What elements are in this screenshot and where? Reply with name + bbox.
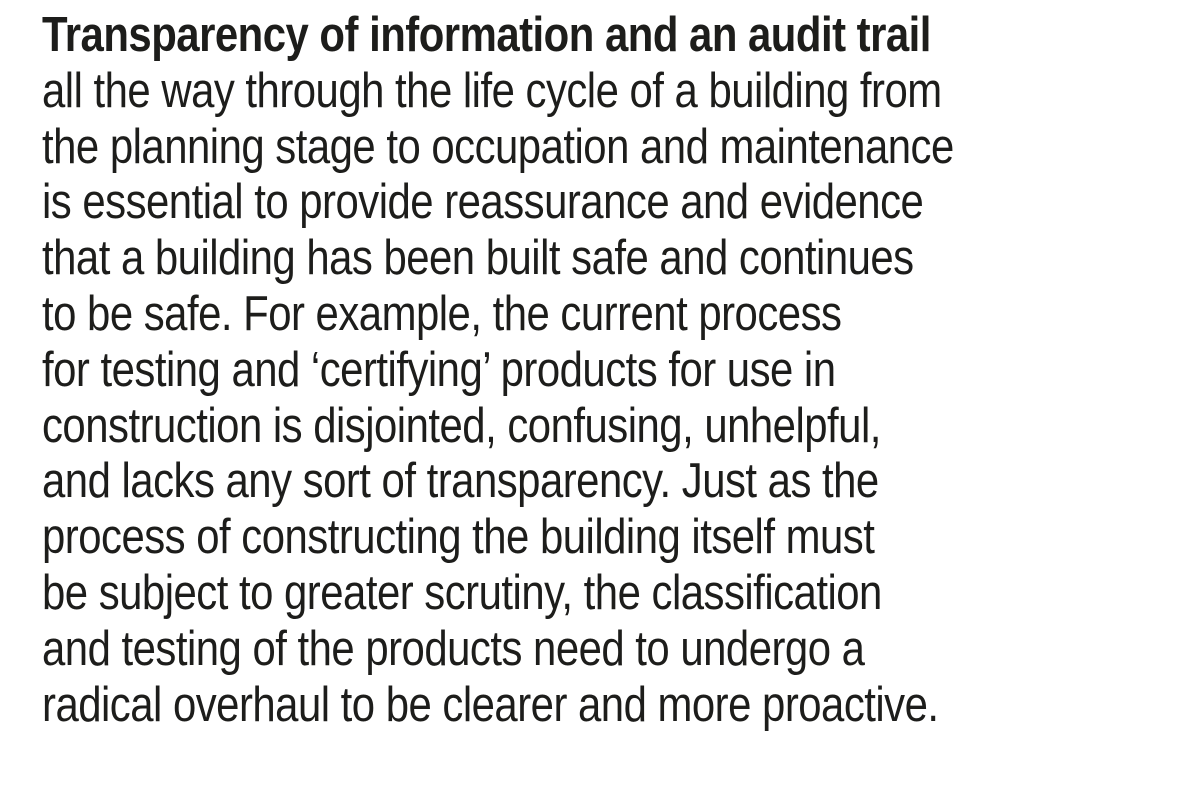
paragraph-line: and testing of the products need to undergo a xyxy=(42,621,865,676)
paragraph-line: process of constructing the building itself must xyxy=(42,510,875,565)
paragraph-line: to be safe. For example, the current process xyxy=(42,286,842,341)
body-paragraph xyxy=(42,8,1179,733)
paragraph-line: all the way through the life cycle of a building from xyxy=(42,63,942,118)
paragraph-line: for testing and ‘certifying’ products for use in xyxy=(42,342,836,397)
paragraph-line: construction is disjointed, confusing, unhelpful, xyxy=(42,398,881,453)
paragraph-bold-lead: Transparency of information and an audit trail xyxy=(42,8,931,62)
paragraph-line: radical overhaul to be clearer and more proactive. xyxy=(42,677,939,732)
paragraph-line: that a building has been built safe and continues xyxy=(42,231,914,286)
paragraph-line: be subject to greater scrutiny, the classification xyxy=(42,565,882,620)
paragraph-line: and lacks any sort of transparency. Just as the xyxy=(42,454,879,509)
paragraph-line: is essential to provide reassurance and evidence xyxy=(42,175,924,230)
paragraph-line: the planning stage to occupation and maintenance xyxy=(42,119,954,174)
